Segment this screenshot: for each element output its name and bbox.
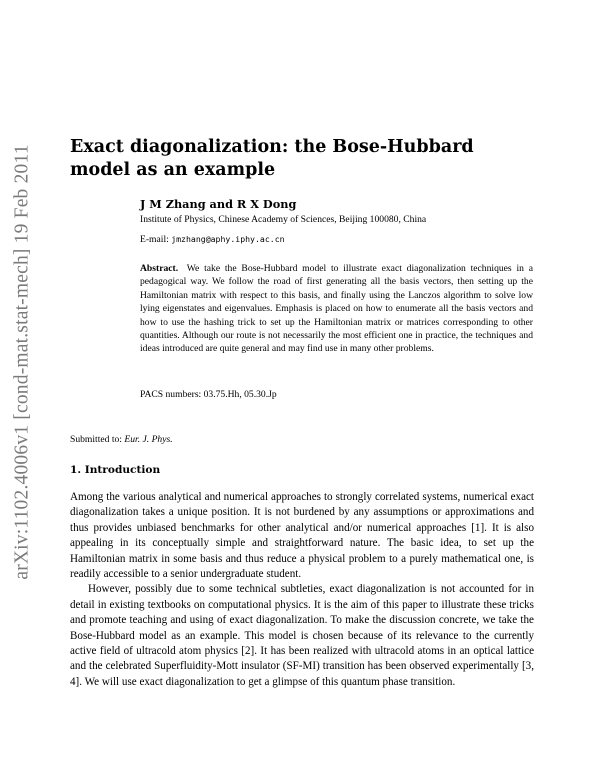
paragraph: Among the various analytical and numerical approaches to strongly correlated systems, numerical exact diagonalization takes a unique position. It is not burdened by any assumptions or approximations and thus provides unbiased benchmarks for other analytical and/or numerical approaches [1]. It is also appealing in its conceptually simple and straightforward nature. The basic idea, to set up the Hamiltonian matrix in some basis and thus reduce a physical problem to a purely mathematical one, is readily accessible to a senior undergraduate student.: [70, 491, 534, 581]
email-line: [140, 234, 285, 245]
journal-name: Eur. J. Phys.: [124, 434, 173, 445]
abstract-text: We take the Bose-Hubbard model to illustrate exact diagonalization techniques in a pedagogical way. We follow the road of first generating all the basis vectors, then setting up the Hamiltonian matrix with respect to this basis, and finally using the Lanczos algorithm to solve low lying eigenstates and eigenvalues. Emphasis is placed on how to enumerate all the basis vectors and how to use the hashing trick to set up the Hamiltonian matrix or matrices corresponding to other quantities. Although our route is not necessarily the most efficient one in practice, the techniques and ideas introduced are quite general and may find use in many other problems.: [140, 263, 533, 355]
abstract-label: Abstract.: [140, 263, 179, 274]
section-heading: 1. Introduction: [70, 464, 161, 476]
paragraph: However, possibly due to some technical subtleties, exact diagonalization is not accounted for in detail in existing textbooks on computational physics. It is the aim of this paper to illustrate these tricks and promote teaching and using of exact diagonalization. To make the discussion concrete, we take the Bose-Hubbard model as an example. This model is chosen because of its relevance to the currently active field of ultracold atom physics [2]. It has been realized with ultracold atoms in an optical lattice and the celebrated Superfluidity-Mott insulator (SF-MI) transition has been observed experimentally [3, 4]. We will use exact diagonalization to get a glimpse of this quantum phase transition.: [70, 583, 534, 688]
paper-title: Exact diagonalization: the Bose-Hubbard model as an example: [70, 137, 474, 180]
submitted-label: Submitted to:: [70, 434, 122, 445]
email-label: E-mail:: [140, 234, 169, 245]
abstract: [140, 262, 533, 356]
submitted-to: [70, 434, 173, 445]
email-address: jmzhang@aphy.iphy.ac.cn: [171, 234, 285, 244]
arxiv-stamp: [8, 142, 38, 582]
pacs-numbers: PACS numbers: 03.75.Hh, 05.30.Jp: [140, 389, 277, 400]
arxiv-stamp-text: arXiv:1102.4006v1 [cond-mat.stat-mech] 19 Feb 2011: [12, 144, 34, 580]
authors: J M Zhang and R X Dong: [140, 197, 297, 211]
affiliation: Institute of Physics, Chinese Academy of Sciences, Beijing 100080, China: [140, 214, 427, 225]
section-body: [70, 490, 534, 690]
